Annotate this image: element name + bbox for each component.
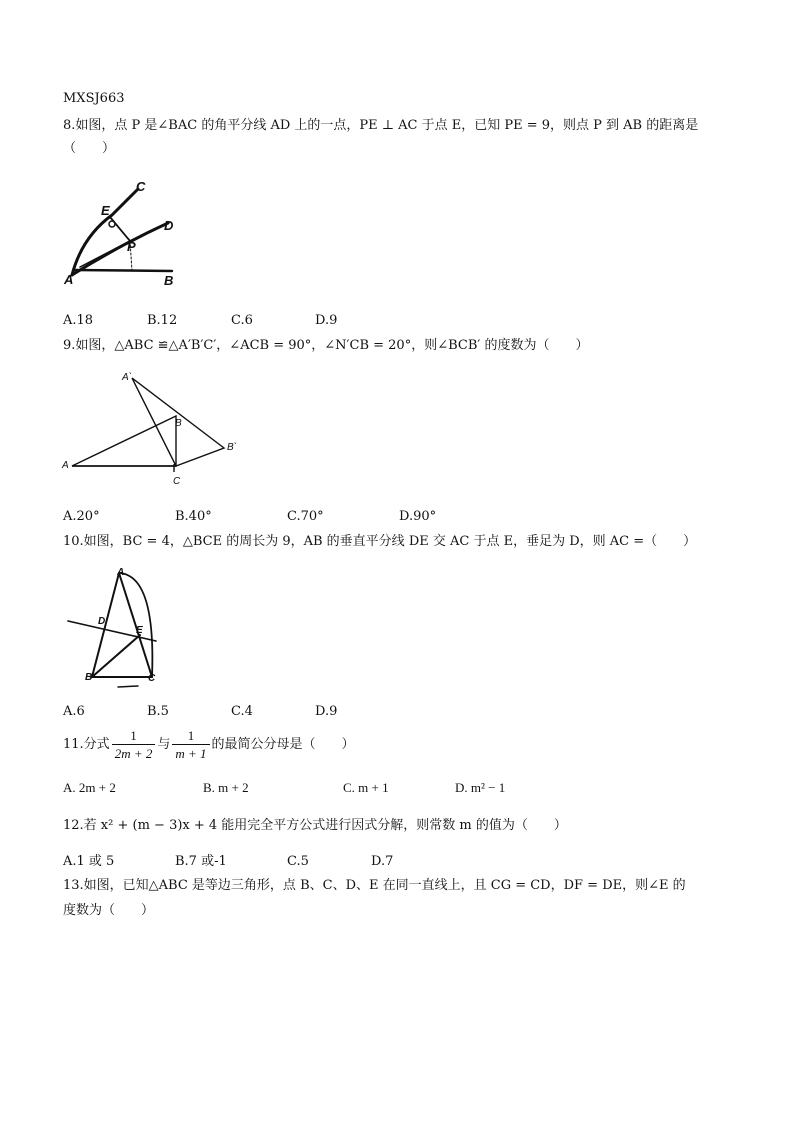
q9-label-b-prime: B` (227, 442, 237, 453)
q10-option-b: B.5 (147, 704, 169, 719)
q10-label-b: B (85, 672, 93, 683)
q8-figure (60, 175, 190, 290)
q8-option-a: A.18 (63, 313, 94, 328)
q11-frac1-numerator: 1 (112, 727, 156, 745)
q8-label-p: P (127, 239, 136, 254)
q12-option-c: C.5 (287, 854, 309, 869)
q8-option-d: D.9 (315, 313, 338, 328)
q12-option-d: D.7 (371, 854, 394, 869)
q8-text-line1: 8.如图，点 P 是∠BAC 的角平分线 AD 上的一点，PE ⊥ AC 于点 E，已知 PE = 9，则点 P 到 AB 的距离是 (63, 118, 699, 133)
q10-option-a: A.6 (63, 704, 85, 719)
q10-label-e: E (136, 625, 143, 636)
q8-option-b: B.12 (147, 313, 178, 328)
q10-label-a: A (117, 567, 125, 578)
q9-option-b: B.40° (175, 509, 212, 524)
q13-text-line2: 度数为（ ） (63, 903, 155, 918)
q12-text: 12.若 x² + (m − 3)x + 4 能用完全平方公式进行因式分解，则常数 m 的值为（ ） (63, 818, 567, 833)
q11-option-a: A. 2m + 2 (63, 780, 116, 795)
q10-option-d: D.9 (315, 704, 338, 719)
q9-option-d: D.90° (399, 509, 437, 524)
q8-label-d: D (164, 218, 174, 233)
header-code: MXSJ663 (63, 91, 125, 106)
q8-label-b: B (164, 273, 174, 288)
q9-label-a: A (62, 460, 69, 471)
q9-option-a: A.20° (63, 509, 100, 524)
q8-label-c: C (136, 179, 146, 194)
q9-label-a-prime: A` (122, 372, 132, 383)
q10-figure (66, 565, 166, 690)
q11-frac2-numerator: 1 (172, 727, 209, 745)
q11-option-c: C. m + 1 (343, 780, 389, 795)
q11-option-b: B. m + 2 (203, 780, 249, 795)
q9-label-b: B (175, 418, 182, 429)
q8-label-e: E (101, 203, 110, 218)
q12-option-b: B.7 或-1 (175, 854, 227, 869)
q8-text-line2: （ ） (63, 141, 116, 156)
q11-fraction-2 (172, 727, 209, 762)
q11-frac1-denominator: 2m + 2 (114, 746, 153, 761)
q9-text: 9.如图，△ABC ≌△A′B′C′，∠ACB = 90°，∠N′CB = 20°，则∠BCB′ 的度数为（ ） (63, 338, 589, 353)
q9-figure (60, 368, 250, 490)
q8-option-c: C.6 (231, 313, 253, 328)
q10-label-d: D (98, 616, 106, 627)
q9-label-c: C (173, 476, 181, 487)
q9-option-c: C.70° (287, 509, 324, 524)
q10-text: 10.如图，BC = 4，△BCE 的周长为 9，AB 的垂直平分线 DE 交 AC 于点 E，垂足为 D，则 AC =（ ） (63, 534, 697, 549)
q12-option-a: A.1 或 5 (63, 854, 115, 869)
q11-option-d: D. m² − 1 (455, 780, 506, 795)
q11-frac2-denominator: m + 1 (175, 746, 207, 761)
q11-text (63, 726, 355, 764)
q10-label-c: C (148, 673, 156, 684)
q11-mid: 与 (157, 737, 171, 752)
q11-suffix: 的最简公分母是（ ） (211, 737, 355, 752)
q11-fraction-1 (112, 727, 156, 762)
q11-prefix: 11.分式 (63, 737, 110, 752)
q8-label-a: A (64, 272, 74, 287)
q10-option-c: C.4 (231, 704, 253, 719)
q13-text-line1: 13.如图，已知△ABC 是等边三角形，点 B、C、D、E 在同一直线上，且 CG = CD，DF = DE，则∠E 的 (63, 878, 686, 893)
